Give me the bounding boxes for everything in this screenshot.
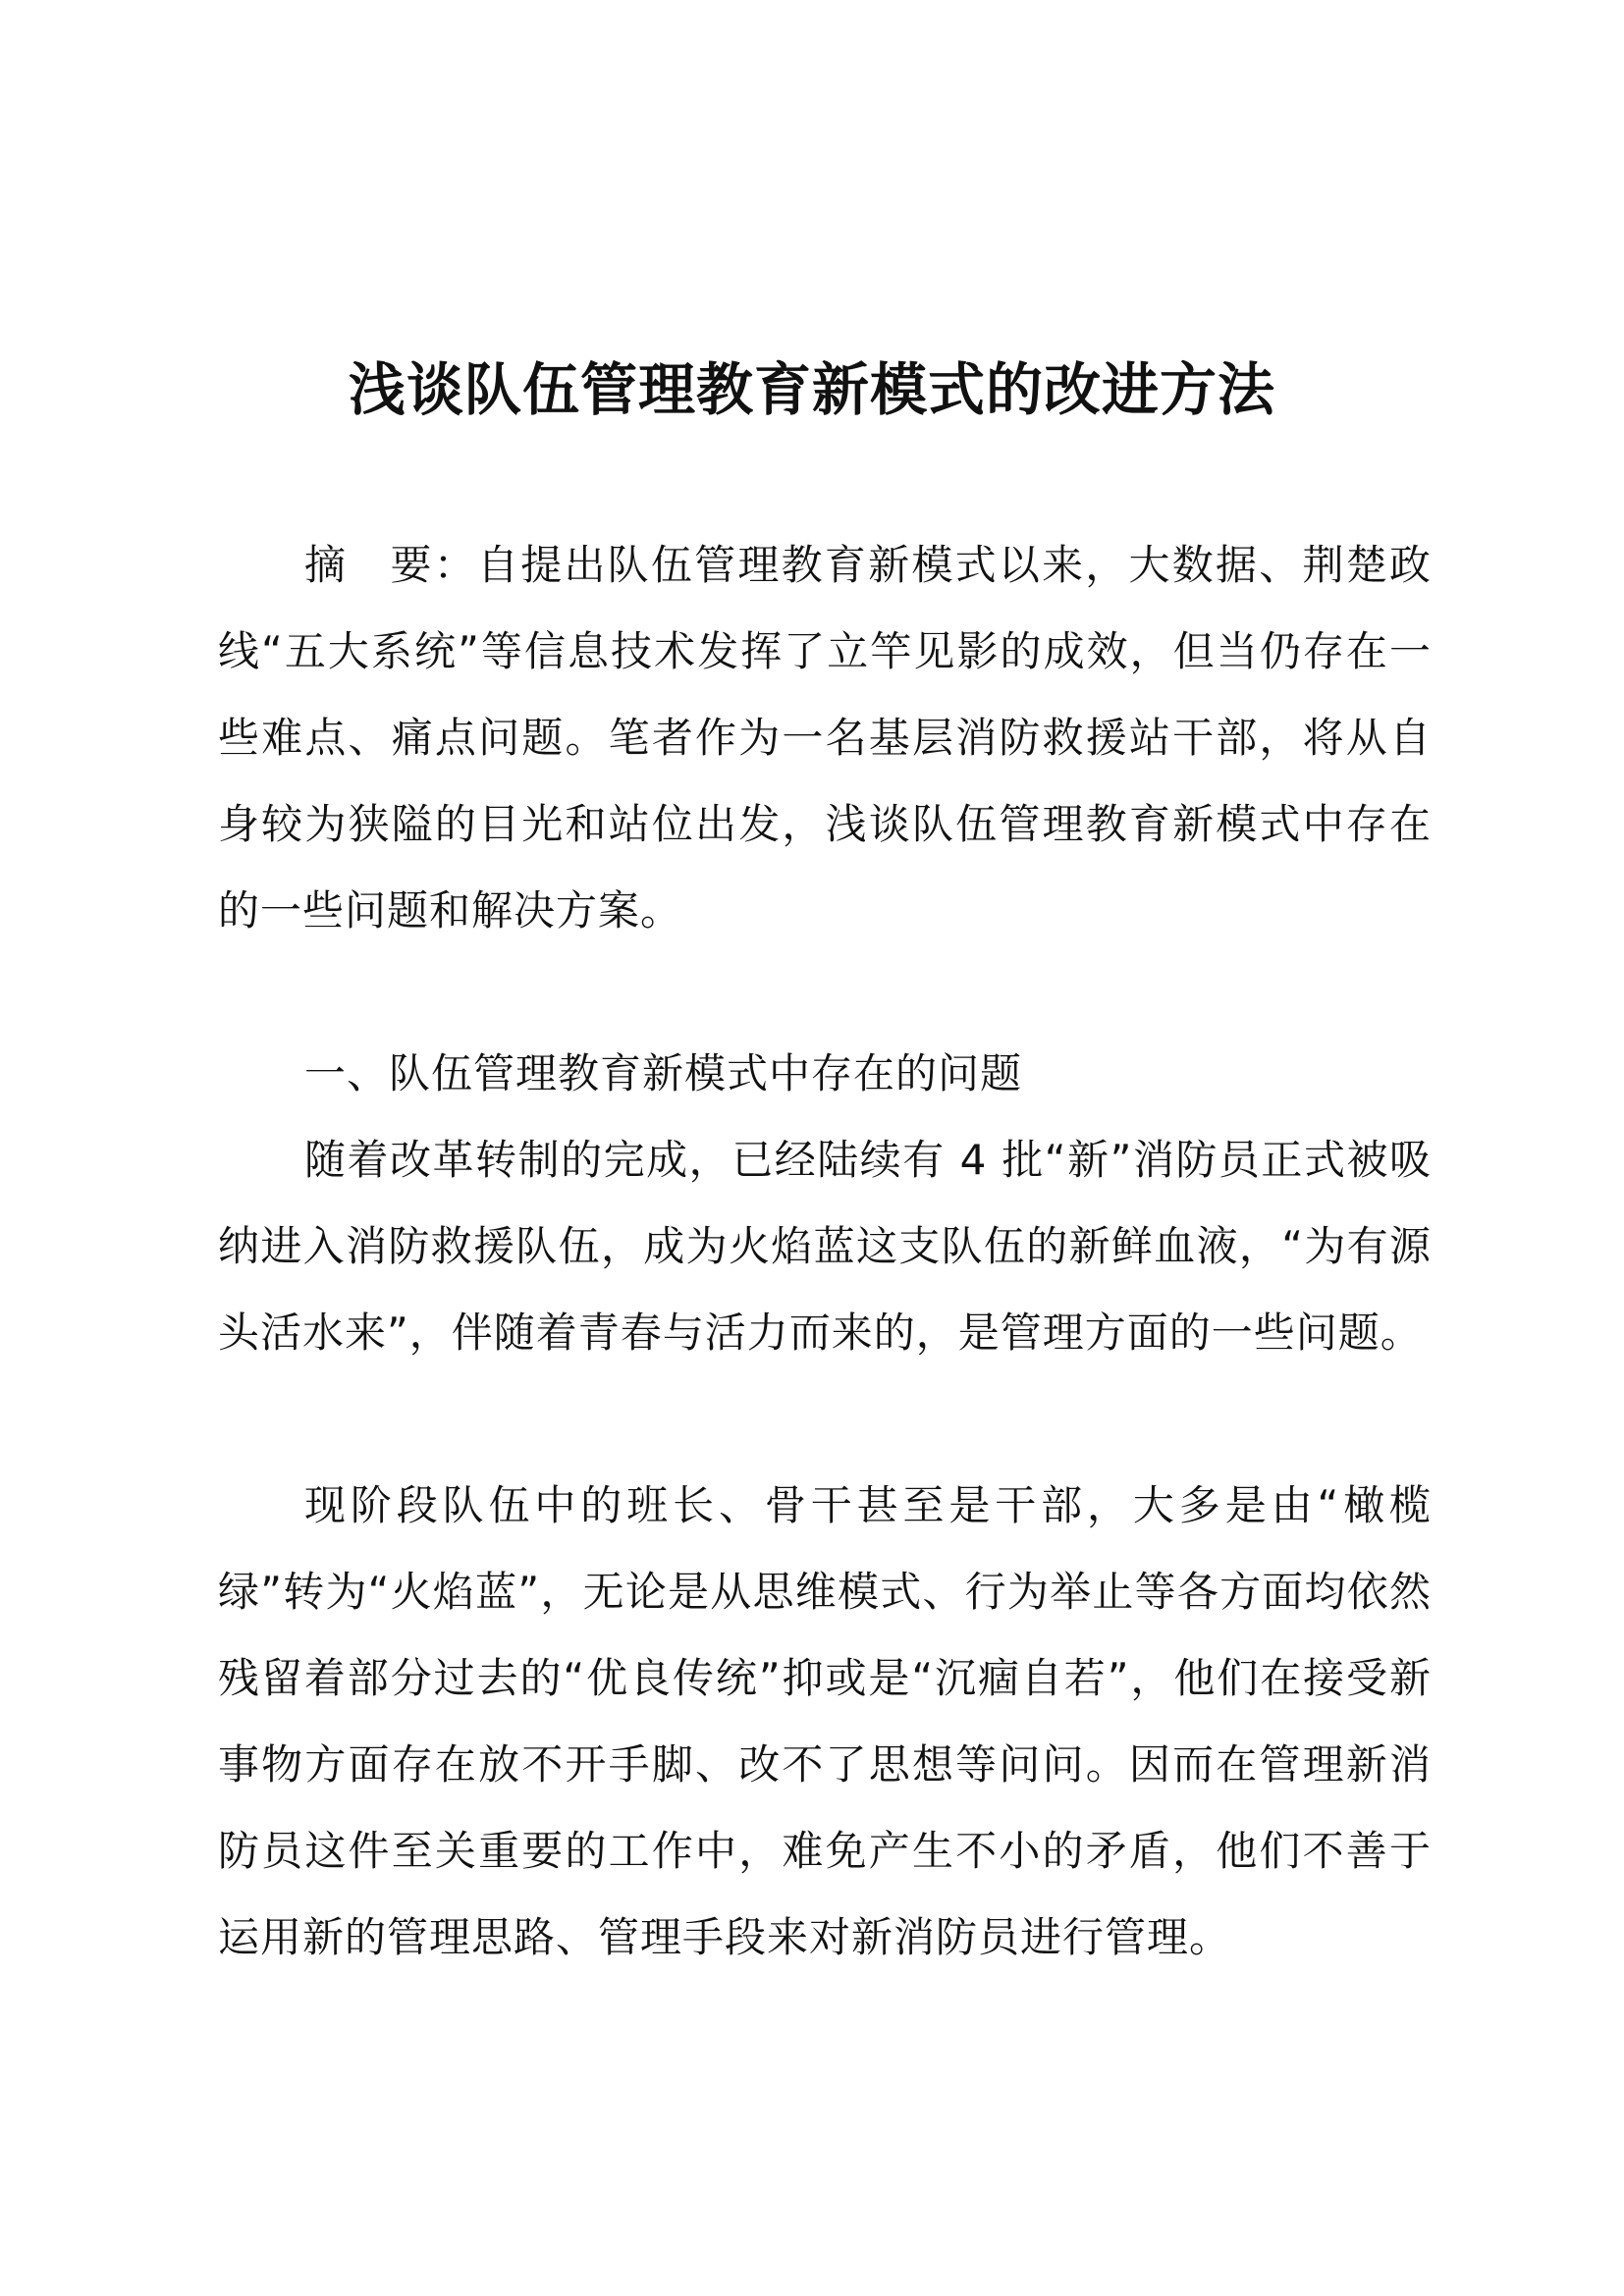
body-paragraph-2: 现阶段队伍中的班长、骨干甚至是干部，大多是由“橄榄绿”转为“火焰蓝”，无论是从思维模式、行为举止等各方面均依然残留着部分过去的“优良传统”抑或是“沉痼自若”，他们在接受新事物方面存在放不开手脚、改不了思想等问问。因而在管理新消防员这件至关重要的工作中，难免产生不小的矛盾，他们不善于运用新的管理思路、管理手段来对新消防员进行管理。 — [218, 1481, 1432, 1961]
abstract-label-second: 要： — [389, 541, 477, 589]
document-title: 浅谈队伍管理教育新模式的改进方法 — [348, 355, 1275, 423]
abstract-paragraph — [218, 522, 1432, 954]
section-heading: 一、队伍管理教育新模式中存在的问题 — [304, 1049, 1023, 1097]
abstract-text: 自提出队伍管理教育新模式以来，大数据、荆楚政线“五大系统”等信息技术发挥了立竿见影的成效，但当仍存在一些难点、痛点问题。笔者作为一名基层消防救援站干部，将从自身较为狭隘的目光和站位出发，浅谈队伍管理教育新模式中存在的一些问题和解决方案。 — [218, 541, 1432, 934]
body-paragraph-1: 随着改革转制的完成，已经陆续有 4 批“新”消防员正式被吸纳进入消防救援队伍，成为火焰蓝这支队伍的新鲜血液，“为有源头活水来”，伴随着青春与活力而来的，是管理方面的一些问题。 — [218, 1136, 1432, 1357]
abstract-label-first: 摘 — [304, 541, 349, 589]
